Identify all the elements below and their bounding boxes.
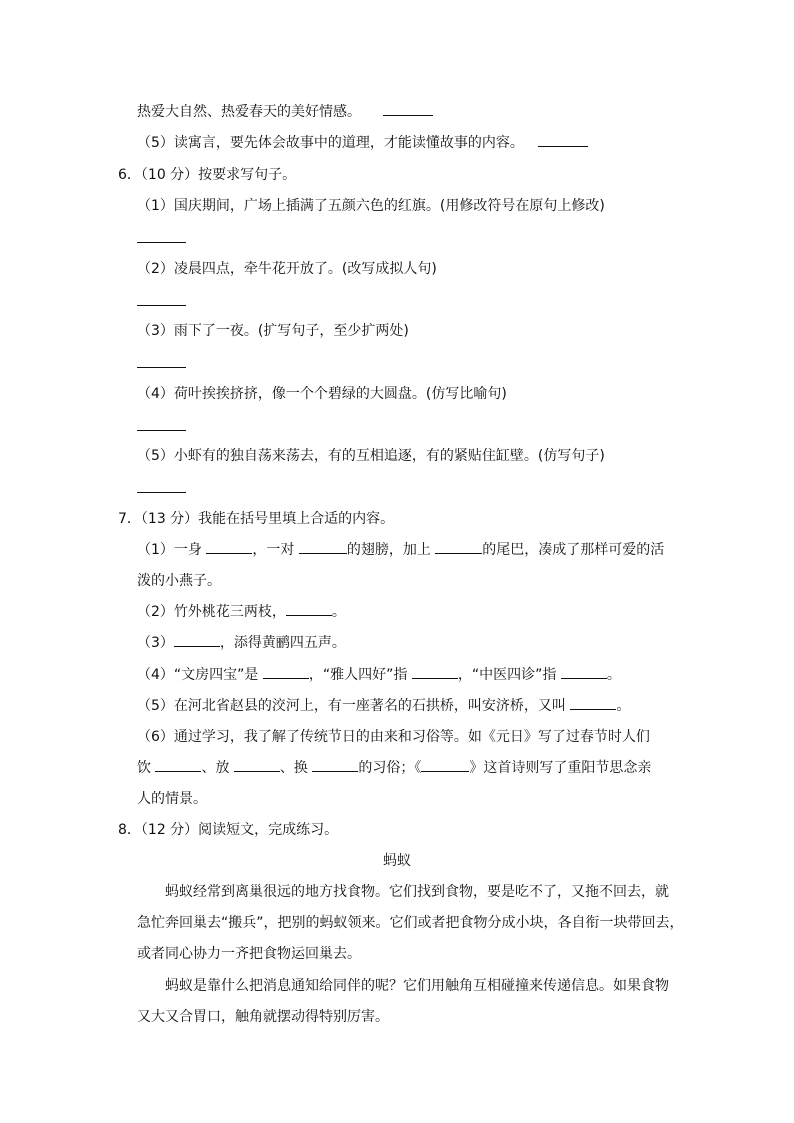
q6-item-2: （2）凌晨四点，牵牛花开放了。(改写成拟人句) bbox=[137, 261, 437, 277]
q5-statement-4-end bbox=[137, 102, 433, 122]
q6-answer-line-3[interactable] bbox=[137, 367, 186, 368]
q7-item-3-text-b: ，添得黄鹂四五声。 bbox=[219, 635, 346, 651]
passage-p2-line-2: 又大又合胃口，触角就摆动得特别厉害。 bbox=[137, 1009, 389, 1025]
q5-judge-blank-5[interactable] bbox=[538, 134, 588, 147]
passage-title: 蚂蚁 bbox=[383, 853, 411, 869]
q7-item-4-text-a: （4）“文房四宝”是 bbox=[137, 667, 259, 683]
q7-item-1-text-d: 的尾巴，凑成了那样可爱的活 bbox=[482, 542, 665, 558]
q7-item-4-blank-2[interactable] bbox=[412, 666, 458, 679]
q7-item-3-blank[interactable] bbox=[174, 634, 220, 647]
q7-item-6-text-b1: 饮 bbox=[137, 760, 151, 776]
q7-item-1-text-c: 的翅膀，加上 bbox=[346, 542, 431, 558]
q6-item-3: （3）雨下了一夜。(扩写句子，至少扩两处) bbox=[137, 323, 409, 339]
q6-item-1: （1）国庆期间，广场上插满了五颜六色的红旗。(用修改符号在原句上修改) bbox=[137, 198, 605, 214]
q7-item-1-blank-2[interactable] bbox=[299, 541, 347, 554]
q7-item-5-text-b: 。 bbox=[616, 698, 631, 714]
q7-item-1-text-a: （1）一身 bbox=[137, 542, 202, 558]
q7-item-4-text-d: 。 bbox=[606, 667, 621, 683]
q7-item-6-text-b3: 、换 bbox=[279, 760, 308, 776]
q7-item-6-blank-2[interactable] bbox=[234, 759, 280, 772]
q7-item-1-cont: 泼的小燕子。 bbox=[137, 573, 221, 589]
q7-item-6-text-b5: 》这首诗则写了重阳节思念亲 bbox=[469, 760, 652, 776]
q7-item-6-line-2 bbox=[137, 758, 651, 778]
q7-item-1-blank-1[interactable] bbox=[206, 541, 252, 554]
q7-item-3 bbox=[137, 633, 346, 653]
q7-item-2 bbox=[137, 602, 346, 622]
q7-item-6-line-3: 人的情景。 bbox=[137, 791, 207, 807]
q6-heading: 6．（10 分）按要求写句子。 bbox=[118, 167, 297, 183]
q6-item-4: （4）荷叶挨挨挤挤，像一个个碧绿的大圆盘。(仿写比喻句) bbox=[137, 386, 507, 402]
q7-item-4-blank-3[interactable] bbox=[561, 666, 607, 679]
q5-statement-4-text: 热爱大自然、热爱春天的美好情感。 bbox=[137, 104, 361, 120]
q7-item-6-blank-3[interactable] bbox=[312, 759, 358, 772]
q7-item-1 bbox=[137, 540, 664, 560]
q5-statement-5 bbox=[137, 133, 588, 153]
passage-p2-line-1: 蚂蚁是靠什么把消息通知给同伴的呢？它们用触角互相碰撞来传递信息。如果食物 bbox=[165, 978, 669, 994]
q7-item-2-text-b: 。 bbox=[331, 604, 346, 620]
q7-item-2-blank[interactable] bbox=[286, 603, 332, 616]
q6-answer-line-4[interactable] bbox=[137, 430, 186, 431]
q7-item-5-blank[interactable] bbox=[570, 697, 616, 710]
q7-item-1-text-b: ，一对 bbox=[252, 542, 295, 558]
q8-heading: 8．（12 分）阅读短文，完成练习。 bbox=[118, 822, 339, 838]
q7-item-4-text-c: ，“中医四诊”指 bbox=[457, 667, 557, 683]
q6-answer-line-5[interactable] bbox=[137, 492, 186, 493]
q6-item-5: （5）小虾有的独自荡来荡去，有的互相追逐，有的紧贴住缸壁。(仿写句子) bbox=[137, 448, 605, 464]
q6-answer-line-2[interactable] bbox=[137, 305, 186, 306]
q7-item-6: （6）通过学习，我了解了传统节日的由来和习俗等。如《元日》写了过春节时人们 bbox=[137, 729, 650, 745]
q5-judge-blank-4[interactable] bbox=[383, 103, 433, 116]
q7-heading: 7．（13 分）我能在括号里填上合适的内容。 bbox=[118, 511, 395, 527]
passage-p1-line-3: 或者同心协力一齐把食物运回巢去。 bbox=[137, 946, 361, 962]
q7-item-1-blank-3[interactable] bbox=[435, 541, 482, 554]
q7-item-4-blank-1[interactable] bbox=[263, 666, 309, 679]
q7-item-5 bbox=[137, 696, 630, 716]
q7-item-6-text-b2: 、放 bbox=[201, 760, 230, 776]
q7-item-6-blank-4[interactable] bbox=[421, 759, 469, 772]
passage-p1-line-1: 蚂蚁经常到离巢很远的地方找食物。它们找到食物，要是吃不了，又拖不回去，就 bbox=[165, 884, 669, 900]
q7-item-2-text-a: （2）竹外桃花三两枝， bbox=[137, 604, 286, 620]
q7-item-3-text-a: （3） bbox=[137, 635, 174, 651]
q7-item-5-text-a: （5）在河北省赵县的洨河上，有一座著名的石拱桥，叫安济桥，又叫 bbox=[137, 698, 566, 714]
q7-item-4 bbox=[137, 665, 621, 685]
passage-p1-line-2: 急忙奔回巢去“搬兵”，把别的蚂蚁领来。它们或者把食物分成小块，各自衔一块带回去， bbox=[137, 915, 684, 931]
q7-item-4-text-b: ，“雅人四好”指 bbox=[308, 667, 408, 683]
q7-item-6-text-b4: 的习俗；《 bbox=[358, 760, 422, 776]
q5-statement-5-text: （5）读寓言，要先体会故事中的道理，才能读懂故事的内容。 bbox=[137, 135, 524, 151]
q7-item-6-blank-1[interactable] bbox=[155, 759, 201, 772]
q6-answer-line-1[interactable] bbox=[137, 242, 186, 243]
